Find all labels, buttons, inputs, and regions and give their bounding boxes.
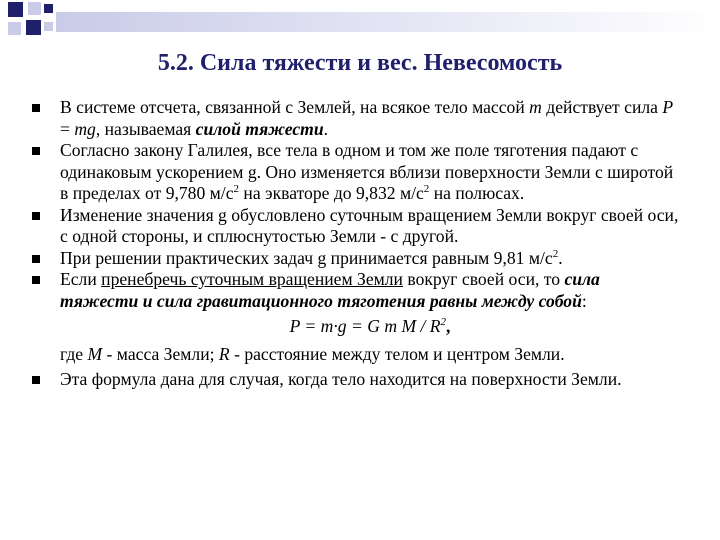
bullet-square-icon (32, 376, 40, 384)
slide-title: 5.2. Сила тяжести и вес. Невесомость (157, 50, 563, 76)
bullet-paragraph: В системе отсчета, связанной с Землей, на всякое тело массой m действует сила P = mg, называемая силой тяжести. (20, 97, 680, 140)
deco-square (44, 22, 53, 31)
bullet-paragraph: При решении практических задач g принимается равным 9,81 $м/с^2$. (20, 248, 680, 270)
deco-square (8, 2, 23, 17)
header-gradient-bar (56, 12, 720, 32)
bullet-square-icon (32, 104, 40, 112)
formula-explanation: где M - масса Земли; R - расстояние между телом и центром Земли. (60, 343, 565, 364)
deco-square (26, 20, 41, 35)
bullet-paragraph: Если пренебречь суточным вращением Земли вокруг своей оси, то сила тяжести и сила гравитационного тяготения равны между собой: (20, 269, 680, 312)
deco-square (8, 22, 21, 35)
bullet-paragraph: Согласно закону Галилея, все тела в одном и том же поле тяготения падают с одинаковым ускорением g. Оно изменяется вблизи поверхности Земли с широтой в пределах от 9,780 $м/с^2$ на экваторе до 9,832 $м/с^2$ на полюсах. (20, 140, 680, 205)
bullet-square-icon (32, 212, 40, 220)
bullet-square-icon (32, 255, 40, 263)
bullet-square-icon (32, 276, 40, 284)
bullet-paragraph: Эта формула дана для случая, когда тело находится на поверхности Земли. (20, 369, 680, 391)
slide-content (20, 97, 680, 391)
deco-square (28, 2, 41, 15)
header-decoration (0, 0, 720, 40)
bullet-paragraph: Изменение значения g обусловлено суточным вращением Земли вокруг своей оси, с одной стороны, и сплюснутостью Земли - с другой. (20, 205, 680, 248)
deco-square (44, 4, 53, 13)
bullet-square-icon (32, 147, 40, 155)
gravity-formula: P = m·g = G m M / $R^2$, (289, 316, 451, 336)
